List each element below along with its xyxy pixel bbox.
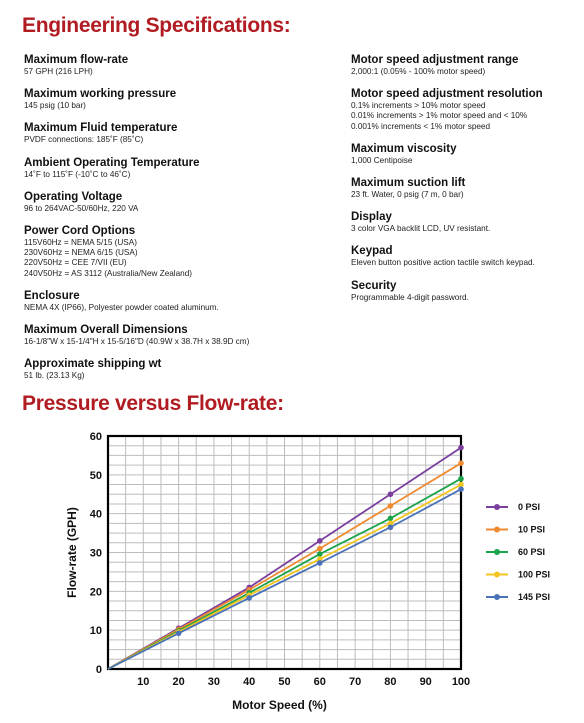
legend-marker bbox=[494, 549, 500, 555]
data-point bbox=[388, 503, 394, 509]
spec-value: NEMA 4X (IP66), Polyester powder coated aluminum. bbox=[24, 302, 219, 312]
x-tick-label: 30 bbox=[207, 676, 221, 688]
spec-label: Maximum flow-rate bbox=[24, 54, 129, 66]
legend-marker bbox=[494, 527, 500, 533]
spec-item bbox=[351, 88, 576, 132]
spec-item bbox=[24, 358, 334, 381]
legend-label: 10 PSI bbox=[518, 524, 546, 535]
x-tick-label: 50 bbox=[278, 676, 291, 688]
spec-item bbox=[24, 191, 334, 214]
spec-value: 3 color VGA backlit LCD, UV resistant. bbox=[351, 224, 491, 234]
spec-label: Display bbox=[351, 211, 392, 224]
spec-label: Operating Voltage bbox=[24, 190, 123, 203]
x-tick-label: 20 bbox=[172, 676, 185, 688]
data-point bbox=[317, 546, 323, 552]
spec-value: 23 ft. Water, 0 psig (7 m, 0 bar) bbox=[351, 190, 464, 200]
spec-label: Ambient Operating Temperature bbox=[24, 156, 200, 169]
y-tick-label: 30 bbox=[89, 547, 102, 560]
spec-item bbox=[351, 280, 576, 303]
spec-value: 230V60Hz = NEMA 6/15 (USA) bbox=[24, 248, 138, 258]
spec-item bbox=[24, 324, 334, 347]
spec-item bbox=[351, 245, 576, 268]
spec-item bbox=[351, 143, 576, 166]
x-tick-label: 40 bbox=[243, 676, 256, 688]
spec-value: 0.1% increments > 10% motor speed bbox=[351, 101, 486, 111]
x-tick-label: 10 bbox=[137, 676, 150, 688]
x-tick-label: 60 bbox=[313, 676, 326, 688]
legend-label: 100 PSI bbox=[518, 569, 551, 580]
x-tick-label: 100 bbox=[451, 676, 471, 688]
data-point bbox=[388, 524, 394, 530]
legend-marker bbox=[494, 572, 500, 578]
spec-item bbox=[24, 225, 334, 279]
spec-item bbox=[351, 211, 576, 234]
y-tick-label: 10 bbox=[89, 625, 102, 638]
data-point bbox=[458, 476, 464, 482]
spec-value: 240V50Hz = AS 3112 (Australia/New Zealand) bbox=[24, 268, 193, 278]
spec-item bbox=[24, 290, 334, 313]
spec-label: Keypad bbox=[351, 245, 393, 258]
spec-value: 145 psig (10 bar) bbox=[24, 101, 86, 111]
spec-value: 51 lb. (23.13 Kg) bbox=[24, 371, 85, 381]
spec-value: 115V60Hz = NEMA 5/15 (USA) bbox=[24, 238, 137, 248]
spec-value: 1,000 Centipoise bbox=[351, 155, 413, 165]
specs-title: Engineering Specifications: bbox=[22, 14, 291, 37]
y-tick-label: 0 bbox=[95, 664, 102, 676]
spec-label: Motor speed adjustment range bbox=[351, 54, 519, 66]
spec-value: Programmable 4-digit password. bbox=[351, 292, 469, 302]
data-point bbox=[388, 516, 394, 522]
spec-label: Power Cord Options bbox=[24, 225, 136, 238]
data-point bbox=[317, 538, 323, 544]
data-point bbox=[458, 460, 464, 466]
data-point bbox=[176, 630, 182, 636]
data-point bbox=[317, 560, 323, 566]
spec-item bbox=[24, 88, 334, 111]
spec-value: 0.01% increments > 1% motor speed and < 10% bbox=[351, 111, 528, 121]
data-point bbox=[458, 486, 464, 492]
spec-label: Enclosure bbox=[24, 289, 80, 302]
legend-label: 145 PSI bbox=[518, 592, 551, 602]
specs-right-column bbox=[351, 54, 576, 314]
x-axis-title: Motor Speed (%) bbox=[232, 698, 327, 712]
y-axis-title: Flow-rate (GPH) bbox=[65, 507, 79, 598]
data-point bbox=[317, 551, 323, 557]
spec-label: Maximum viscosity bbox=[351, 142, 457, 155]
spec-item bbox=[24, 157, 334, 180]
flow-rate-chart bbox=[0, 420, 584, 723]
spec-item bbox=[24, 54, 334, 77]
spec-value: 14˚F to 115˚F (-10˚C to 46˚C) bbox=[24, 169, 131, 179]
y-tick-label: 40 bbox=[89, 508, 102, 521]
x-tick-label: 80 bbox=[384, 676, 397, 688]
spec-value: 16-1/8"W x 15-1/4"H x 15-5/16"D (40.9W x 38.7H x 38.9D cm) bbox=[24, 337, 250, 347]
y-tick-label: 50 bbox=[89, 469, 102, 482]
spec-label: Maximum Overall Dimensions bbox=[24, 324, 188, 337]
spec-value: 96 to 264VAC-50/60Hz, 220 VA bbox=[24, 203, 139, 213]
spec-item bbox=[351, 54, 576, 77]
data-point bbox=[246, 595, 252, 601]
legend-marker bbox=[494, 594, 500, 600]
legend-label: 0 PSI bbox=[518, 502, 541, 512]
x-tick-label: 70 bbox=[348, 676, 362, 688]
spec-value: Eleven button positive action tactile switch keypad. bbox=[351, 258, 535, 268]
spec-value: 2,000:1 (0.05% - 100% motor speed) bbox=[351, 67, 486, 76]
legend-label: 60 PSI bbox=[518, 547, 546, 557]
spec-label: Maximum Fluid temperature bbox=[24, 122, 178, 135]
specs-left-column bbox=[24, 54, 334, 392]
spec-value: 57 GPH (216 LPH) bbox=[24, 67, 93, 76]
data-point bbox=[458, 445, 464, 451]
spec-value: 220V50Hz = CEE 7/VII (EU) bbox=[24, 258, 127, 268]
data-point bbox=[388, 491, 394, 497]
y-tick-label: 60 bbox=[89, 431, 102, 443]
y-tick-label: 20 bbox=[89, 586, 102, 599]
chart-title: Pressure versus Flow-rate: bbox=[22, 392, 284, 415]
spec-label: Motor speed adjustment resolution bbox=[351, 88, 543, 101]
spec-label: Security bbox=[351, 279, 397, 292]
spec-item bbox=[24, 122, 334, 145]
spec-value: PVDF connections: 185˚F (85˚C) bbox=[24, 135, 144, 145]
spec-label: Approximate shipping wt bbox=[24, 358, 162, 371]
spec-item bbox=[351, 177, 576, 200]
spec-label: Maximum working pressure bbox=[24, 88, 177, 101]
legend-marker bbox=[494, 504, 500, 510]
spec-value: 0.001% increments < 1% motor speed bbox=[351, 121, 491, 131]
x-tick-label: 90 bbox=[419, 676, 432, 688]
spec-label: Maximum suction lift bbox=[351, 177, 466, 190]
